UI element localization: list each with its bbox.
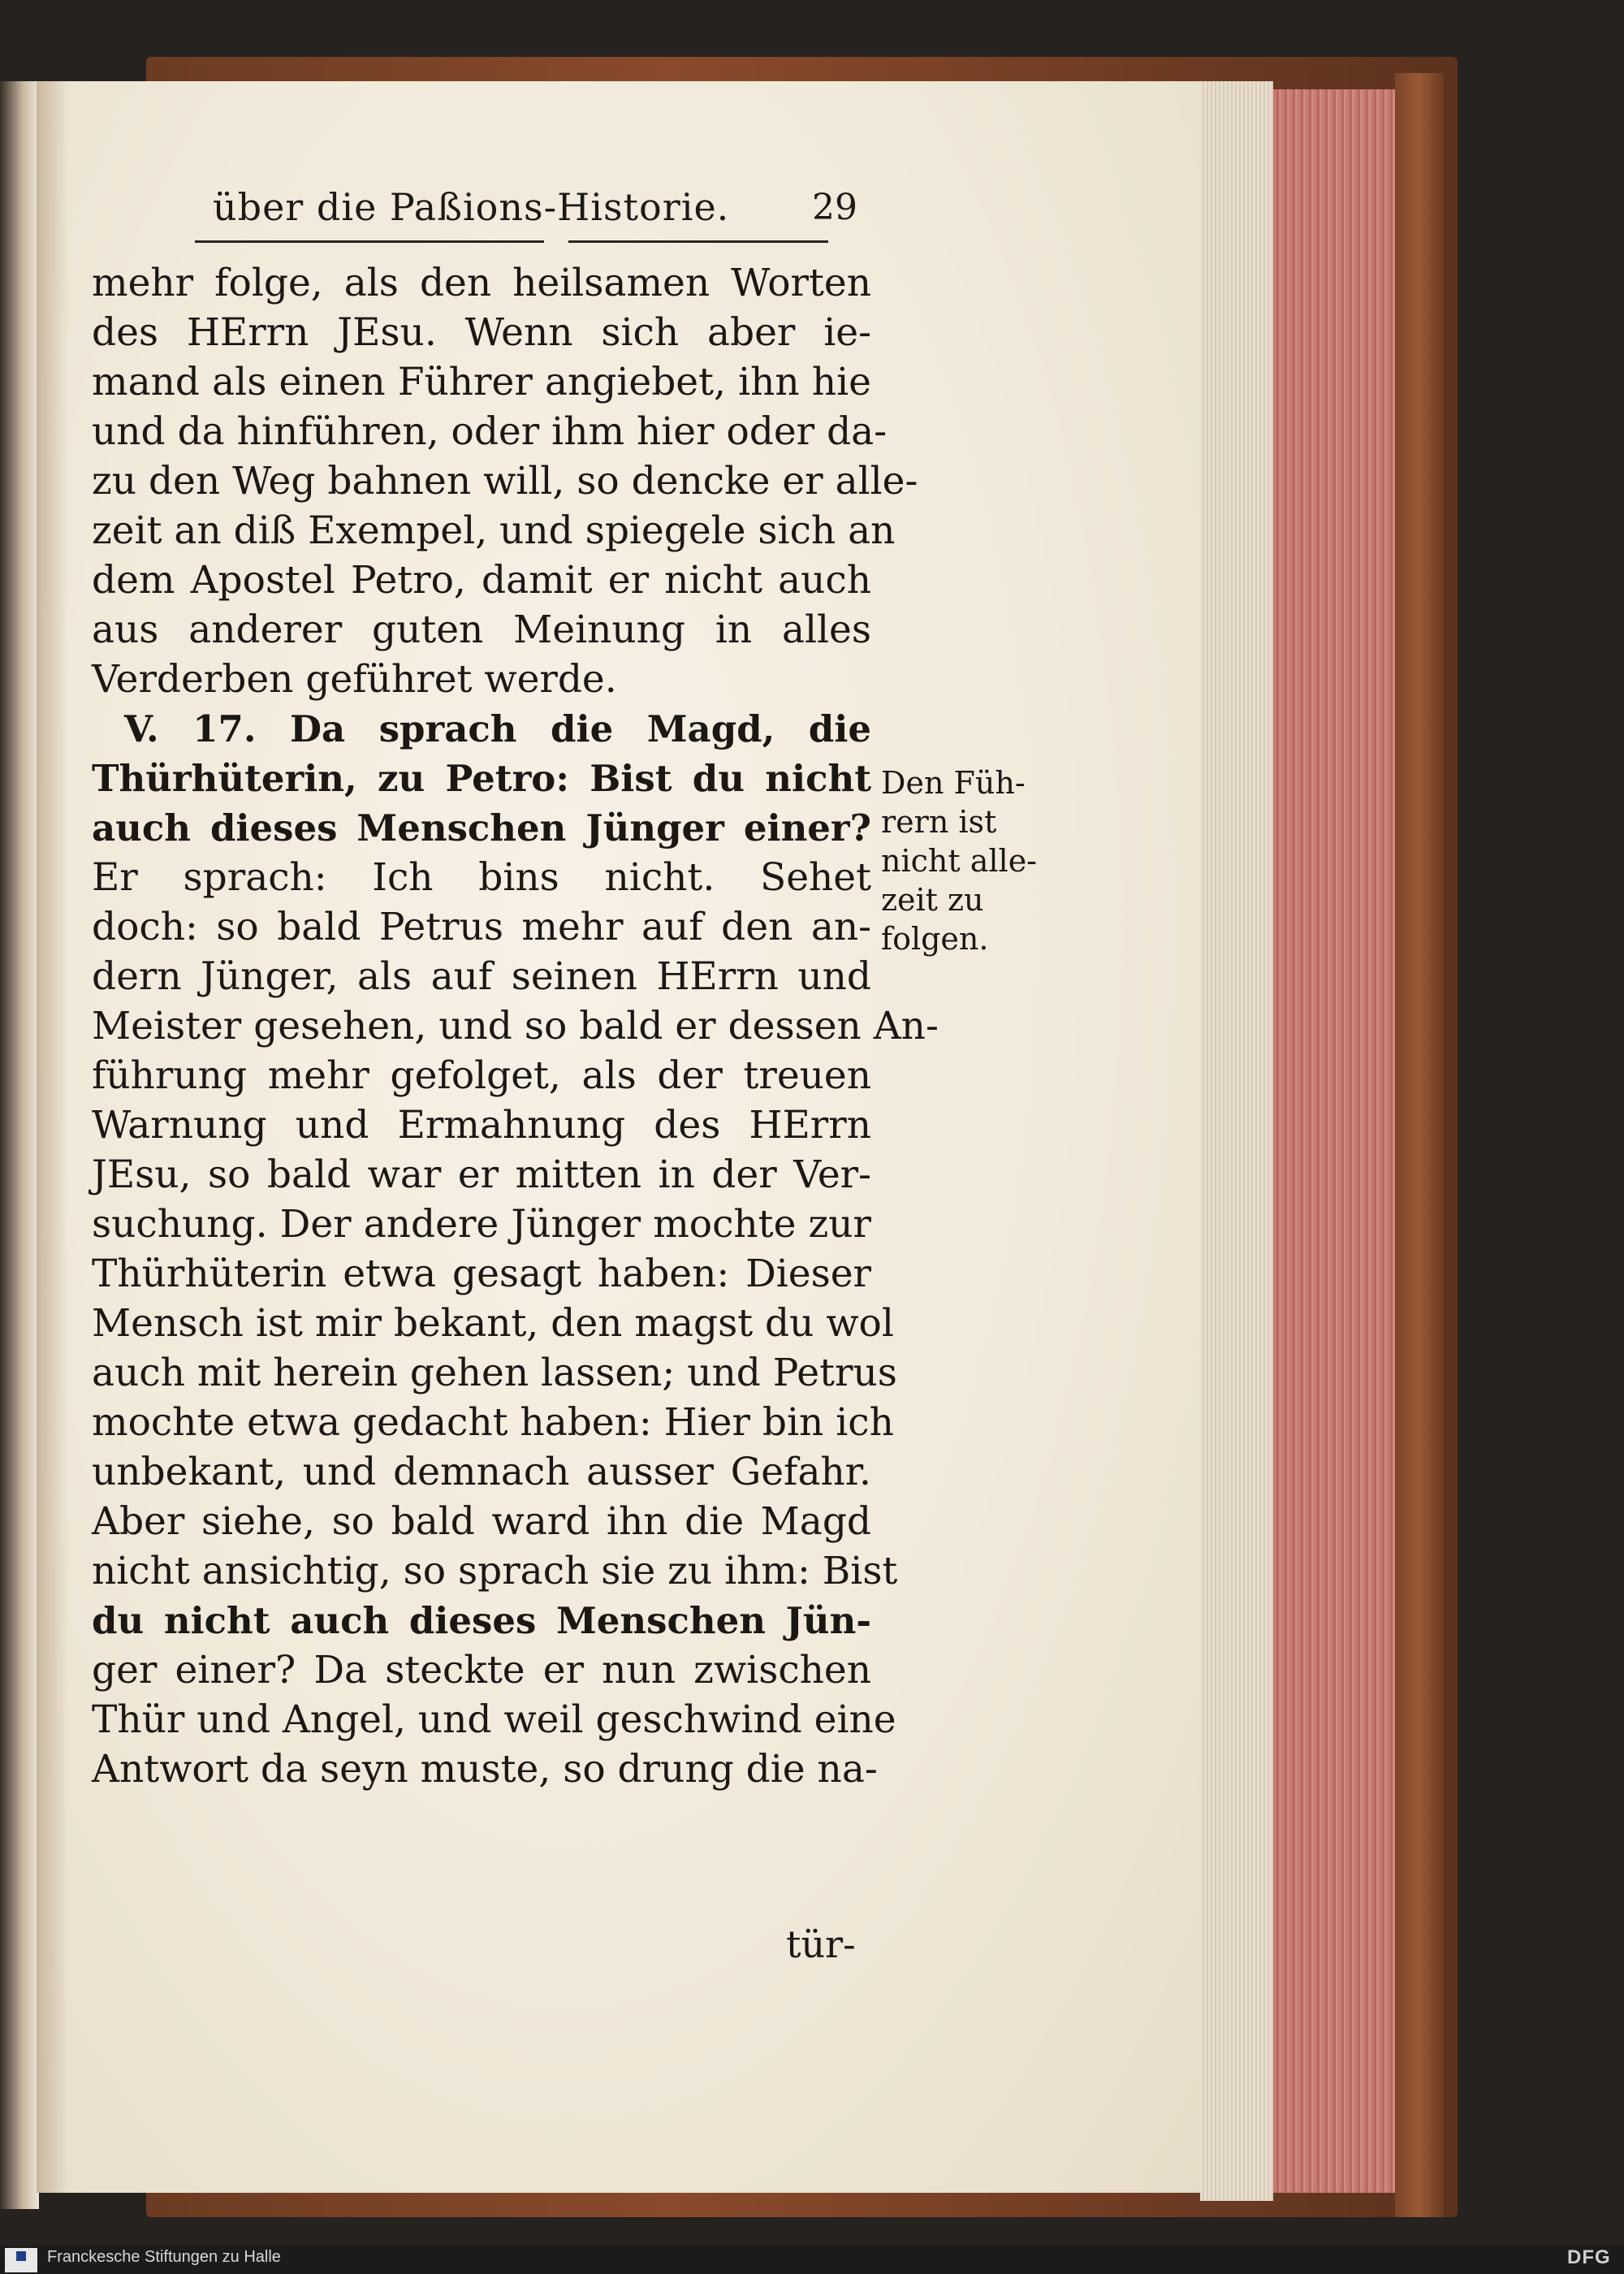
text-line: Aber siehe, so bald ward ihn die Magd <box>92 1499 871 1544</box>
text-line: Thür und Angel, und weil geschwind eine <box>92 1697 896 1742</box>
text-line: Er sprach: Ich bins nicht. Sehet <box>92 855 871 900</box>
red-page-edge <box>1273 89 1395 2193</box>
margin-note-line: folgen. <box>881 921 989 957</box>
verse-line: Thürhüterin, zu Petro: Bist du nicht <box>92 757 871 800</box>
text-line: ger einer? Da steckte er nun zwischen <box>92 1648 871 1693</box>
text-line: mehr folge, als den heilsamen Worten <box>92 261 871 305</box>
verse-line: du nicht auch dieses Menschen Jün- <box>92 1599 871 1642</box>
text-line: dem Apostel Petro, damit er nicht auch <box>92 558 871 603</box>
page-stack-edge <box>1200 81 1273 2201</box>
margin-note <box>881 763 1076 958</box>
text-line: JEsu, so bald war er mitten in der Ver- <box>92 1152 871 1197</box>
text-line: Mensch ist mir bekant, den magst du wol <box>92 1301 894 1346</box>
text-line: Verderben geführet werde. <box>92 657 617 702</box>
text-line: dern Jünger, als auf seinen HErrn und <box>92 954 871 999</box>
margin-note-line: nicht alle- <box>881 843 1038 879</box>
text-line: mochte etwa gedacht haben: Hier bin ich <box>92 1400 894 1445</box>
previous-page-edge <box>0 81 39 2209</box>
text-line: Warnung und Ermahnung des HErrn <box>92 1103 871 1148</box>
page-gutter <box>37 81 69 2193</box>
margin-note-line: zeit zu <box>881 882 984 918</box>
text-line: führung mehr gefolget, als der treuen <box>92 1053 871 1098</box>
institution-credit: Franckesche Stiftungen zu Halle <box>47 2248 281 2266</box>
verse-line: auch dieses Menschen Jünger einer? <box>92 806 871 850</box>
page-number: 29 <box>812 187 857 228</box>
text-line: Thürhüterin etwa gesagt haben: Dieser <box>92 1252 871 1296</box>
dfg-logo: DFG <box>1567 2246 1611 2268</box>
cover-board <box>1395 73 1444 2217</box>
header-rule-right <box>568 240 828 243</box>
text-line: Meister gesehen, und so bald er dessen An- <box>92 1004 939 1048</box>
verse-line: V. 17. Da sprach die Magd, die <box>124 707 871 750</box>
text-line: zu den Weg bahnen will, so dencke er alle- <box>92 459 918 504</box>
running-title: über die Paßions-Historie. <box>213 185 730 229</box>
text-line: auch mit herein gehen lassen; und Petrus <box>92 1351 897 1395</box>
catchword: tür- <box>786 1922 856 1966</box>
text-line: suchung. Der andere Jünger mochte zur <box>92 1202 871 1247</box>
margin-note-line: Den Füh- <box>881 765 1026 801</box>
margin-note-line: rern ist <box>881 804 997 840</box>
text-line: doch: so bald Petrus mehr auf den an- <box>92 905 871 949</box>
text-line: des HErrn JEsu. Wenn sich aber ie- <box>92 310 871 355</box>
text-line: Antwort da seyn muste, so drung die na- <box>92 1747 878 1792</box>
text-line: zeit an diß Exempel, und spiegele sich an <box>92 508 896 553</box>
text-line: nicht ansichtig, so sprach sie zu ihm: Bist <box>92 1549 898 1593</box>
institution-logo-icon <box>5 2248 37 2272</box>
text-line: und da hinführen, oder ihm hier oder da- <box>92 409 888 454</box>
page-header <box>213 185 862 234</box>
header-rule-left <box>195 240 544 243</box>
text-line: aus anderer guten Meinung in alles <box>92 607 871 652</box>
text-line: unbekant, und demnach ausser Gefahr. <box>92 1450 871 1494</box>
text-line: mand als einen Führer angiebet, ihn hie <box>92 360 871 404</box>
